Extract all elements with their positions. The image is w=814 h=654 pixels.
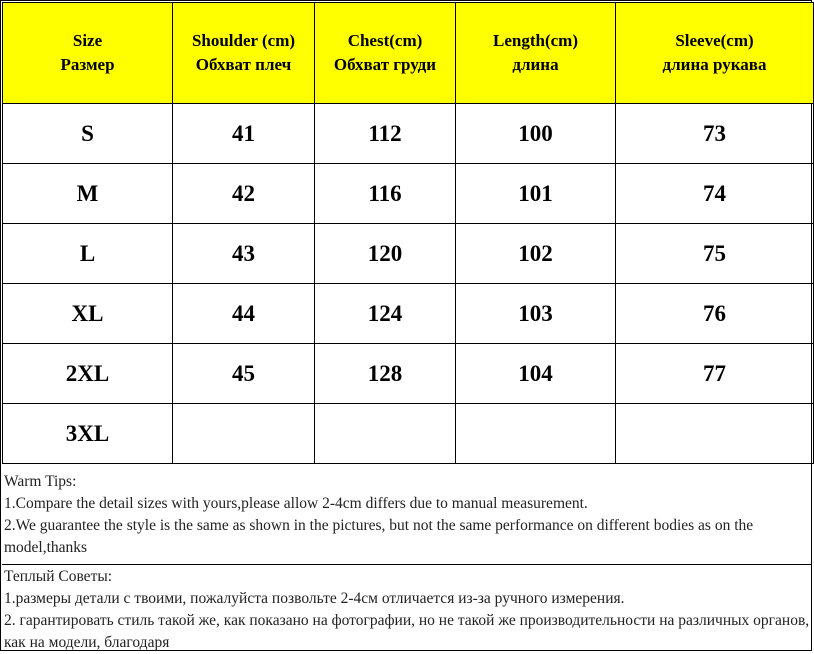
sleeve-cell bbox=[616, 404, 814, 464]
warm-tips-english bbox=[2, 467, 812, 565]
size-cell: 3XL bbox=[3, 404, 173, 464]
size-cell: L bbox=[3, 224, 173, 284]
tips-line: 1.Compare the detail sizes with yours,please allow 2-4cm differs due to manual measurement. bbox=[4, 495, 588, 512]
tips-line: 1.размеры детали с твоими, пожалуйста позвольте 2-4см отличается из-за ручного измерения. bbox=[4, 590, 625, 607]
table-row bbox=[3, 164, 814, 224]
chest-cell: 124 bbox=[315, 284, 456, 344]
chest-cell: 128 bbox=[315, 344, 456, 404]
table-row bbox=[3, 344, 814, 404]
tips-line: 2. гарантировать стиль такой же, как показано на фотографии, но не такой же производительности на различных органов, как на модели, благодаря bbox=[4, 612, 810, 651]
shoulder-cell: 45 bbox=[173, 344, 315, 404]
table-row bbox=[3, 404, 814, 464]
chest-cell bbox=[315, 404, 456, 464]
table-row bbox=[3, 104, 814, 164]
header-chest: Chest(cm) Обхват груди bbox=[315, 3, 456, 104]
sleeve-cell: 77 bbox=[616, 344, 814, 404]
header-length: Length(cm) длина bbox=[456, 3, 616, 104]
length-cell: 100 bbox=[456, 104, 616, 164]
sleeve-cell: 73 bbox=[616, 104, 814, 164]
sleeve-cell: 75 bbox=[616, 224, 814, 284]
header-sleeve: Sleeve(cm) длина рукава bbox=[616, 3, 814, 104]
shoulder-cell bbox=[173, 404, 315, 464]
shoulder-cell: 41 bbox=[173, 104, 315, 164]
tips-title: Warm Tips: bbox=[4, 473, 77, 490]
length-cell: 104 bbox=[456, 344, 616, 404]
warm-tips-russian bbox=[2, 566, 812, 652]
header-shoulder: Shoulder (cm) Обхват плеч bbox=[173, 3, 315, 104]
size-cell: S bbox=[3, 104, 173, 164]
chest-cell: 120 bbox=[315, 224, 456, 284]
table-row bbox=[3, 284, 814, 344]
size-cell: M bbox=[3, 164, 173, 224]
table-row bbox=[3, 224, 814, 284]
length-cell: 102 bbox=[456, 224, 616, 284]
tips-title: Теплый Советы: bbox=[4, 568, 113, 585]
shoulder-cell: 44 bbox=[173, 284, 315, 344]
length-cell: 103 bbox=[456, 284, 616, 344]
tips-line: 2.We guarantee the style is the same as shown in the pictures, but not the same performance on different bodies as on the model,thanks bbox=[4, 517, 754, 556]
shoulder-cell: 43 bbox=[173, 224, 315, 284]
size-table bbox=[2, 2, 814, 464]
sleeve-cell: 76 bbox=[616, 284, 814, 344]
size-cell: XL bbox=[3, 284, 173, 344]
chest-cell: 116 bbox=[315, 164, 456, 224]
header-size: Size Размер bbox=[3, 3, 173, 104]
size-cell: 2XL bbox=[3, 344, 173, 404]
length-cell: 101 bbox=[456, 164, 616, 224]
sleeve-cell: 74 bbox=[616, 164, 814, 224]
length-cell bbox=[456, 404, 616, 464]
shoulder-cell: 42 bbox=[173, 164, 315, 224]
chest-cell: 112 bbox=[315, 104, 456, 164]
table-header-row bbox=[3, 3, 814, 104]
